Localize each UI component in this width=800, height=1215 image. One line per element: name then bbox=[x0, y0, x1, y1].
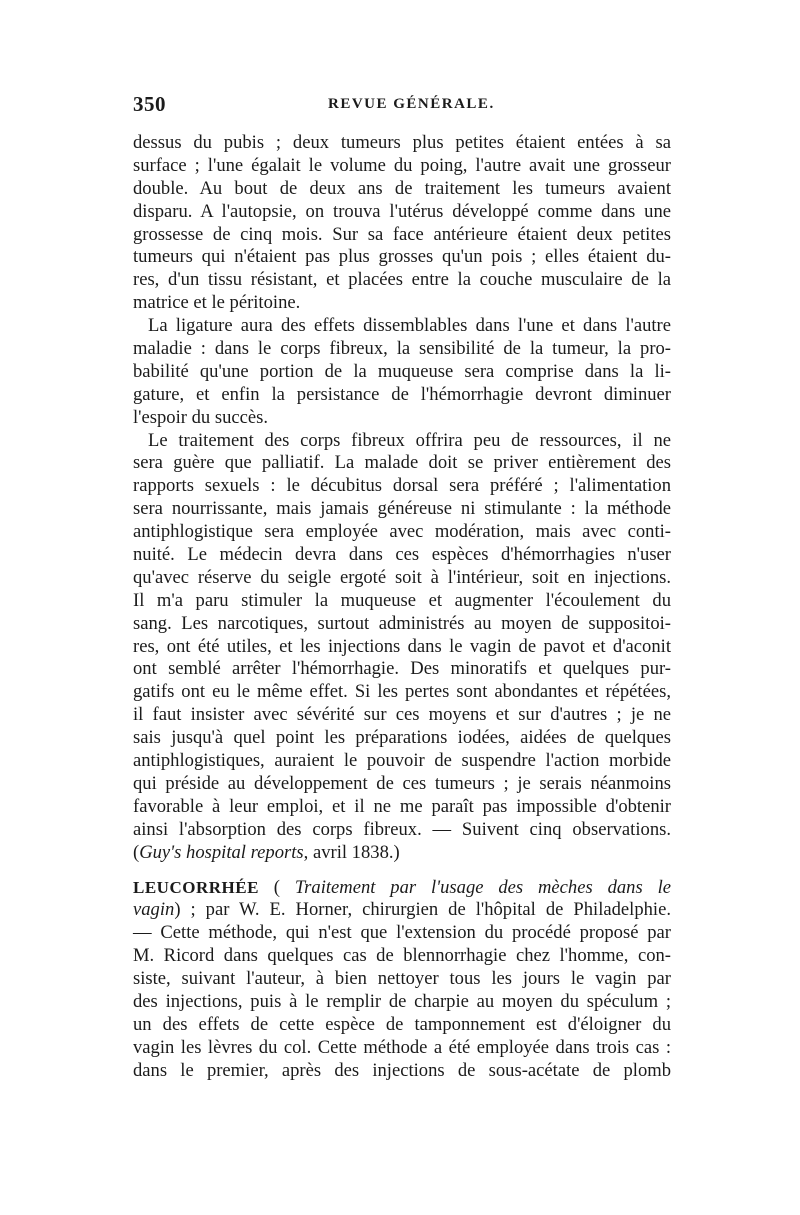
text-line: qui préside au développement de ces tumeurs ; je serais néanmoins bbox=[133, 772, 671, 794]
text-line bbox=[133, 877, 671, 900]
section-gap bbox=[133, 865, 671, 877]
citation-line: (Guy's hospital reports, avril 1838.) bbox=[133, 841, 400, 863]
text-fragment: ) ; par W. E. Horner, chirurgien de l'hôpital de Philadelphie. bbox=[174, 899, 671, 921]
text-line: rapports sexuels : le décubitus dorsal sera préféré ; l'alimentation bbox=[133, 475, 671, 497]
text-line: La ligature aura des effets dissemblables dans l'une et dans l'autre bbox=[148, 315, 671, 337]
text-line: dessus du pubis ; deux tumeurs plus petites étaient entées à sa bbox=[133, 132, 671, 153]
text-fragment: ( bbox=[258, 876, 295, 898]
citation-date: , avril 1838.) bbox=[303, 841, 400, 863]
text-line: antiphlogistiques, auraient le pouvoir de suspendre l'action morbide bbox=[133, 750, 671, 772]
paragraph-4 bbox=[133, 877, 671, 1083]
italic-title: Traitement par l'usage des mèches dans le bbox=[294, 876, 671, 898]
italic-title: vagin bbox=[133, 899, 175, 921]
text-line: disparu. A l'autopsie, on trouva l'utérus développé comme dans une bbox=[133, 200, 671, 222]
text-line: Le traitement des corps fibreux offrira peu de ressources, il ne bbox=[148, 429, 671, 451]
text-line: sera nourrissante, mais jamais généreuse ni stimulante : la méthode bbox=[133, 498, 671, 520]
text-line: dans le premier, après des injections de sous-acétate de plomb bbox=[133, 1059, 671, 1081]
text-line: un des effets de cette espèce de tamponnement est d'éloigner du bbox=[133, 1013, 671, 1035]
text-line bbox=[133, 899, 671, 922]
text-line: ainsi l'absorption des corps fibreux. — Suivent cinq observations. bbox=[133, 818, 671, 840]
text-line: matrice et le péritoine. bbox=[133, 292, 301, 314]
text-line: vagin les lèvres du col. Cette méthode a été employée dans trois cas : bbox=[133, 1036, 671, 1058]
section-heading: LEUCORRHÉE bbox=[133, 877, 259, 897]
text-line: nuité. Le médecin devra dans ces espèces d'hémorrhagies n'user bbox=[133, 544, 671, 566]
text-line: sang. Les narcotiques, surtout administrés au moyen de suppositoi- bbox=[133, 612, 671, 634]
paragraph-1 bbox=[133, 132, 671, 315]
body-text bbox=[133, 132, 671, 1083]
text-line: gature, et enfin la persistance de l'hémorrhagie devront diminuer bbox=[133, 383, 671, 405]
text-line: qu'avec réserve du seigle ergoté soit à l'intérieur, soit en injections. bbox=[133, 566, 671, 588]
text-line: sais jusqu'à quel point les préparations iodées, aidées de quelques bbox=[133, 727, 671, 749]
text-line: tumeurs qui n'étaient pas plus grosses qu'un pois ; elles étaient du- bbox=[133, 246, 671, 268]
page-header bbox=[133, 92, 671, 118]
text-line: siste, suivant l'auteur, à bien nettoyer tous les jours le vagin par bbox=[133, 968, 671, 990]
running-title: REVUE GÉNÉRALE. bbox=[328, 96, 495, 112]
text-line: il faut insister avec sévérité sur ces moyens et sur d'autres ; je ne bbox=[133, 704, 671, 726]
text-line: des injections, puis à le remplir de charpie au moyen du spéculum ; bbox=[133, 990, 671, 1012]
paragraph-3 bbox=[133, 430, 671, 865]
text-line: — Cette méthode, qui n'est que l'extension du procédé proposé par bbox=[133, 922, 671, 944]
text-line: gatifs ont eu le même effet. Si les pertes sont abondantes et répétées, bbox=[133, 681, 671, 703]
text-line: favorable à leur emploi, et il ne me paraît pas impossible d'obtenir bbox=[133, 795, 671, 817]
text-line: maladie : dans le corps fibreux, la sensibilité de la tumeur, la pro- bbox=[133, 338, 671, 360]
text-line: ont semblé arrêter l'hémorrhagie. Des minoratifs et quelques pur- bbox=[133, 658, 671, 680]
text-line: Il m'a paru stimuler la muqueuse et augmenter l'écoulement du bbox=[133, 589, 671, 611]
page-number: 350 bbox=[133, 92, 166, 116]
journal-title: Guy's hospital reports bbox=[139, 841, 304, 863]
text-line: sera guère que palliatif. La malade doit se priver entièrement des bbox=[133, 452, 671, 474]
text-line: res, ont été utiles, et les injections dans le vagin de pavot et d'aconit bbox=[133, 635, 671, 657]
text-line: res, d'un tissu résistant, et placées entre la couche musculaire de la bbox=[133, 269, 671, 291]
paragraph-2 bbox=[133, 315, 671, 429]
text-line: double. Au bout de deux ans de traitement les tumeurs avaient bbox=[133, 177, 671, 199]
text-line: antiphlogistique sera employée avec modération, mais avec conti- bbox=[133, 521, 671, 543]
text-line: surface ; l'une égalait le volume du poing, l'autre avait une grosseur bbox=[133, 154, 671, 176]
text-line: l'espoir du succès. bbox=[133, 406, 269, 428]
text-line: babilité qu'une portion de la muqueuse sera comprise dans la li- bbox=[133, 360, 671, 382]
text-line: M. Ricord dans quelques cas de blennorrhagie chez l'homme, con- bbox=[133, 945, 671, 967]
text-line: grossesse de cinq mois. Sur sa face antérieure étaient deux petites bbox=[133, 223, 671, 245]
